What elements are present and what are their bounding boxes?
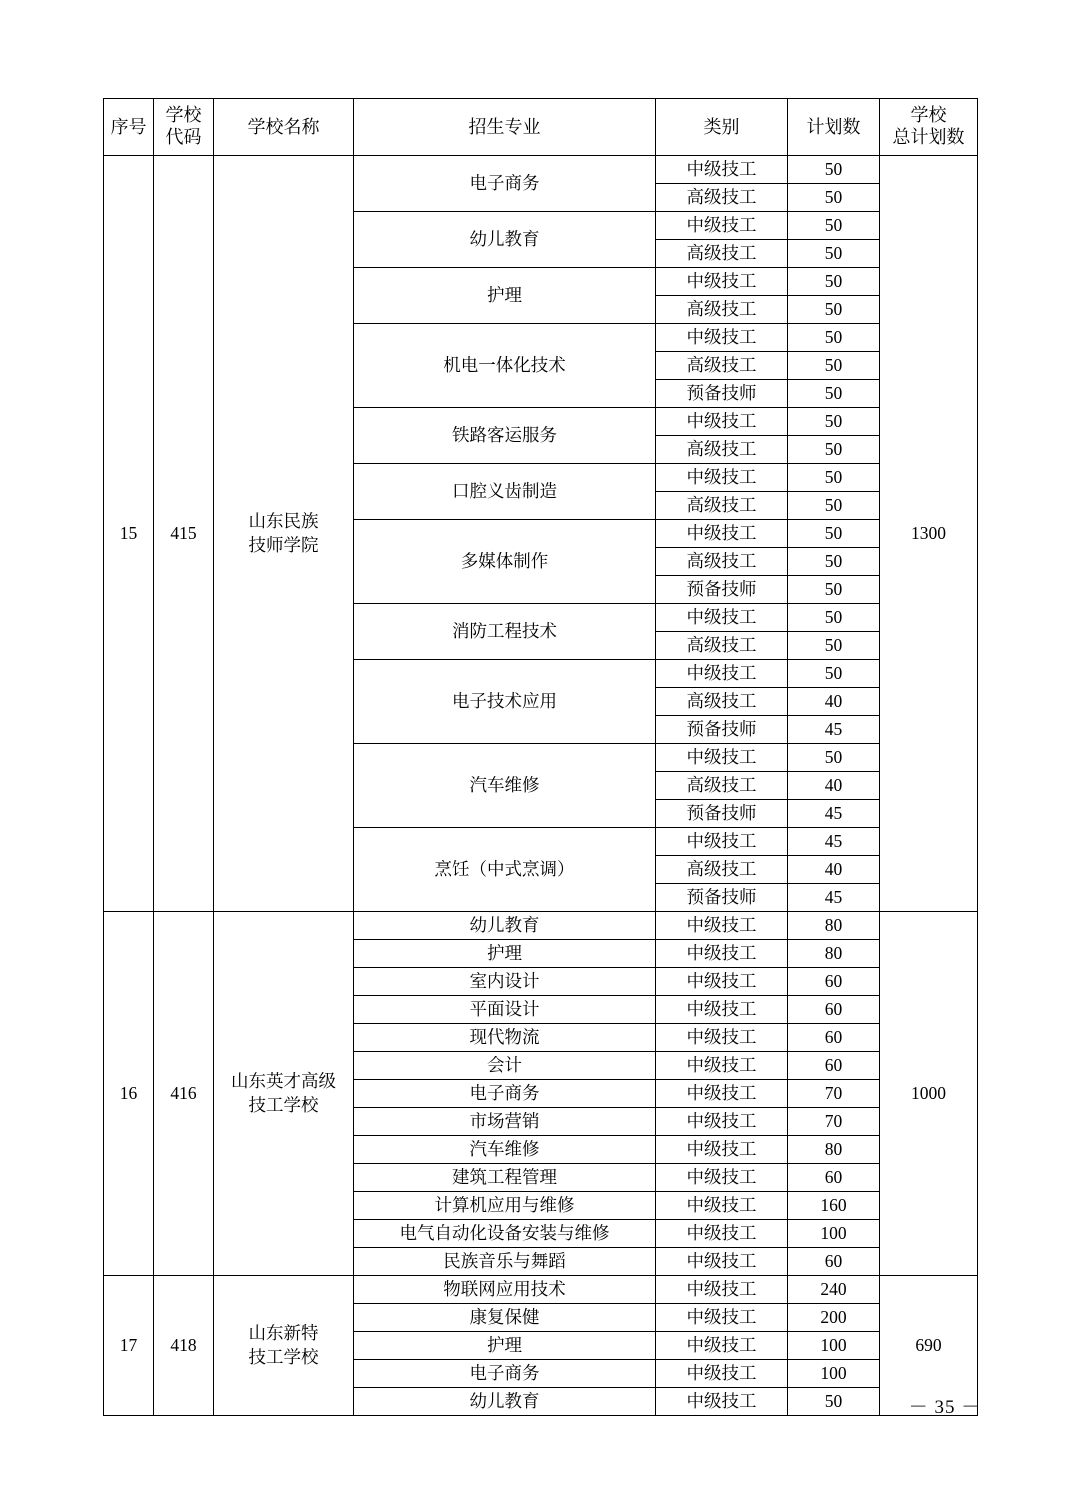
cell-plan-count: 50: [788, 380, 880, 408]
cell-school-total: 1300: [880, 156, 978, 912]
cell-plan-count: 50: [788, 660, 880, 688]
cell-plan-count: 50: [788, 240, 880, 268]
cell-major-name: 幼儿教育: [354, 1388, 656, 1416]
cell-category: 中级技工: [656, 828, 788, 856]
cell-category: 中级技工: [656, 1052, 788, 1080]
cell-major-name: 幼儿教育: [354, 212, 656, 268]
cell-category: 中级技工: [656, 408, 788, 436]
cell-category: 中级技工: [656, 744, 788, 772]
cell-plan-count: 80: [788, 1136, 880, 1164]
cell-category: 中级技工: [656, 324, 788, 352]
cell-category: 预备技师: [656, 716, 788, 744]
cell-major-name: 电子商务: [354, 1360, 656, 1388]
cell-category: 中级技工: [656, 1164, 788, 1192]
table-header: [104, 99, 978, 156]
cell-plan-count: 60: [788, 1052, 880, 1080]
cell-category: 中级技工: [656, 520, 788, 548]
cell-school-name: [214, 912, 354, 1276]
cell-plan-count: 50: [788, 408, 880, 436]
cell-category: 中级技工: [656, 1192, 788, 1220]
enrollment-plan-table-container: [103, 98, 977, 1416]
cell-major-name: 烹饪（中式烹调）: [354, 828, 656, 912]
cell-major-name: 护理: [354, 940, 656, 968]
cell-plan-count: 200: [788, 1304, 880, 1332]
cell-sequence-number: 16: [104, 912, 154, 1276]
cell-plan-count: 70: [788, 1108, 880, 1136]
cell-plan-count: 50: [788, 324, 880, 352]
school-name-line2: 技师学院: [248, 534, 319, 555]
cell-plan-count: 100: [788, 1332, 880, 1360]
cell-category: 高级技工: [656, 352, 788, 380]
cell-plan-count: 70: [788, 1080, 880, 1108]
school-name-line2: 技工学校: [248, 1094, 319, 1115]
cell-category: 中级技工: [656, 1080, 788, 1108]
cell-major-name: 口腔义齿制造: [354, 464, 656, 520]
cell-major-name: 护理: [354, 268, 656, 324]
cell-plan-count: 60: [788, 1248, 880, 1276]
cell-plan-count: 100: [788, 1220, 880, 1248]
header-school-name: 学校名称: [214, 99, 354, 156]
cell-plan-count: 40: [788, 772, 880, 800]
cell-category: 中级技工: [656, 1360, 788, 1388]
cell-plan-count: 45: [788, 828, 880, 856]
cell-major-name: 护理: [354, 1332, 656, 1360]
cell-category: 中级技工: [656, 660, 788, 688]
cell-major-name: 康复保健: [354, 1304, 656, 1332]
cell-category: 中级技工: [656, 940, 788, 968]
cell-plan-count: 60: [788, 1164, 880, 1192]
cell-plan-count: 50: [788, 520, 880, 548]
cell-category: 中级技工: [656, 604, 788, 632]
cell-category: 中级技工: [656, 968, 788, 996]
cell-major-name: 消防工程技术: [354, 604, 656, 660]
header-category: 类别: [656, 99, 788, 156]
header-school-code: [154, 99, 214, 156]
cell-plan-count: 50: [788, 1388, 880, 1416]
cell-plan-count: 50: [788, 436, 880, 464]
cell-category: 中级技工: [656, 1248, 788, 1276]
cell-school-code: 418: [154, 1276, 214, 1416]
school-name-line1: 山东新特: [248, 1322, 319, 1343]
table-row: [104, 912, 978, 940]
cell-category: 中级技工: [656, 1024, 788, 1052]
cell-category: 中级技工: [656, 1276, 788, 1304]
cell-major-name: 多媒体制作: [354, 520, 656, 604]
cell-plan-count: 50: [788, 212, 880, 240]
cell-major-name: 电子商务: [354, 1080, 656, 1108]
header-total: [880, 99, 978, 156]
cell-plan-count: 50: [788, 296, 880, 324]
cell-major-name: 电子技术应用: [354, 660, 656, 744]
cell-plan-count: 160: [788, 1192, 880, 1220]
cell-major-name: 现代物流: [354, 1024, 656, 1052]
cell-plan-count: 50: [788, 576, 880, 604]
table-body: [104, 156, 978, 1416]
cell-category: 高级技工: [656, 688, 788, 716]
cell-category: 高级技工: [656, 548, 788, 576]
header-seq: 序号: [104, 99, 154, 156]
cell-category: 中级技工: [656, 156, 788, 184]
header-plan: 计划数: [788, 99, 880, 156]
cell-plan-count: 50: [788, 352, 880, 380]
cell-plan-count: 50: [788, 492, 880, 520]
cell-category: 中级技工: [656, 1108, 788, 1136]
cell-major-name: 室内设计: [354, 968, 656, 996]
cell-category: 高级技工: [656, 856, 788, 884]
cell-major-name: 幼儿教育: [354, 912, 656, 940]
cell-plan-count: 50: [788, 464, 880, 492]
cell-major-name: 机电一体化技术: [354, 324, 656, 408]
cell-plan-count: 50: [788, 604, 880, 632]
header-school-code-line1: 学校: [165, 105, 202, 126]
cell-category: 中级技工: [656, 996, 788, 1024]
cell-category: 高级技工: [656, 296, 788, 324]
cell-major-name: 计算机应用与维修: [354, 1192, 656, 1220]
cell-plan-count: 40: [788, 688, 880, 716]
cell-plan-count: 100: [788, 1360, 880, 1388]
cell-category: 中级技工: [656, 1304, 788, 1332]
school-name-line1: 山东民族: [248, 510, 319, 531]
cell-major-name: 会计: [354, 1052, 656, 1080]
cell-major-name: 汽车维修: [354, 1136, 656, 1164]
cell-plan-count: 45: [788, 884, 880, 912]
cell-plan-count: 50: [788, 268, 880, 296]
header-total-line2: 总计划数: [892, 127, 965, 147]
cell-category: 中级技工: [656, 212, 788, 240]
cell-plan-count: 50: [788, 184, 880, 212]
table-header-row: [104, 99, 978, 156]
page-footer: [0, 1392, 1080, 1419]
cell-plan-count: 240: [788, 1276, 880, 1304]
enrollment-plan-table: [103, 98, 978, 1416]
cell-major-name: 汽车维修: [354, 744, 656, 828]
cell-plan-count: 50: [788, 548, 880, 576]
school-name-line1: 山东英才高级: [231, 1070, 336, 1091]
cell-major-name: 市场营销: [354, 1108, 656, 1136]
school-name-line2: 技工学校: [248, 1346, 319, 1367]
cell-category: 预备技师: [656, 884, 788, 912]
cell-school-code: 416: [154, 912, 214, 1276]
cell-plan-count: 45: [788, 800, 880, 828]
cell-category: 高级技工: [656, 240, 788, 268]
cell-plan-count: 80: [788, 940, 880, 968]
header-total-line1: 学校: [910, 105, 947, 126]
cell-category: 中级技工: [656, 1136, 788, 1164]
cell-major-name: 物联网应用技术: [354, 1276, 656, 1304]
cell-plan-count: 40: [788, 856, 880, 884]
cell-plan-count: 50: [788, 632, 880, 660]
cell-category: 高级技工: [656, 492, 788, 520]
cell-plan-count: 60: [788, 1024, 880, 1052]
cell-school-total: 690: [880, 1276, 978, 1416]
cell-major-name: 建筑工程管理: [354, 1164, 656, 1192]
cell-major-name: 民族音乐与舞蹈: [354, 1248, 656, 1276]
table-row: [104, 1276, 978, 1304]
cell-category: 预备技师: [656, 380, 788, 408]
cell-plan-count: 45: [788, 716, 880, 744]
cell-plan-count: 50: [788, 156, 880, 184]
cell-sequence-number: 15: [104, 156, 154, 912]
cell-category: 高级技工: [656, 772, 788, 800]
cell-category: 中级技工: [656, 1332, 788, 1360]
cell-plan-count: 60: [788, 996, 880, 1024]
header-school-code-line2: 代码: [165, 127, 202, 147]
cell-category: 中级技工: [656, 912, 788, 940]
cell-plan-count: 80: [788, 912, 880, 940]
cell-category: 高级技工: [656, 436, 788, 464]
cell-category: 高级技工: [656, 632, 788, 660]
cell-plan-count: 60: [788, 968, 880, 996]
page-number: － 35 －: [908, 1397, 982, 1418]
table-row: [104, 156, 978, 184]
header-major: 招生专业: [354, 99, 656, 156]
cell-category: 中级技工: [656, 1220, 788, 1248]
cell-sequence-number: 17: [104, 1276, 154, 1416]
cell-category: 预备技师: [656, 576, 788, 604]
cell-category: 中级技工: [656, 1388, 788, 1416]
cell-major-name: 电子商务: [354, 156, 656, 212]
cell-school-code: 415: [154, 156, 214, 912]
cell-school-name: [214, 156, 354, 912]
cell-school-total: 1000: [880, 912, 978, 1276]
cell-category: 中级技工: [656, 268, 788, 296]
cell-category: 中级技工: [656, 464, 788, 492]
cell-category: 高级技工: [656, 184, 788, 212]
cell-major-name: 平面设计: [354, 996, 656, 1024]
cell-major-name: 电气自动化设备安装与维修: [354, 1220, 656, 1248]
cell-plan-count: 50: [788, 744, 880, 772]
cell-major-name: 铁路客运服务: [354, 408, 656, 464]
cell-category: 预备技师: [656, 800, 788, 828]
